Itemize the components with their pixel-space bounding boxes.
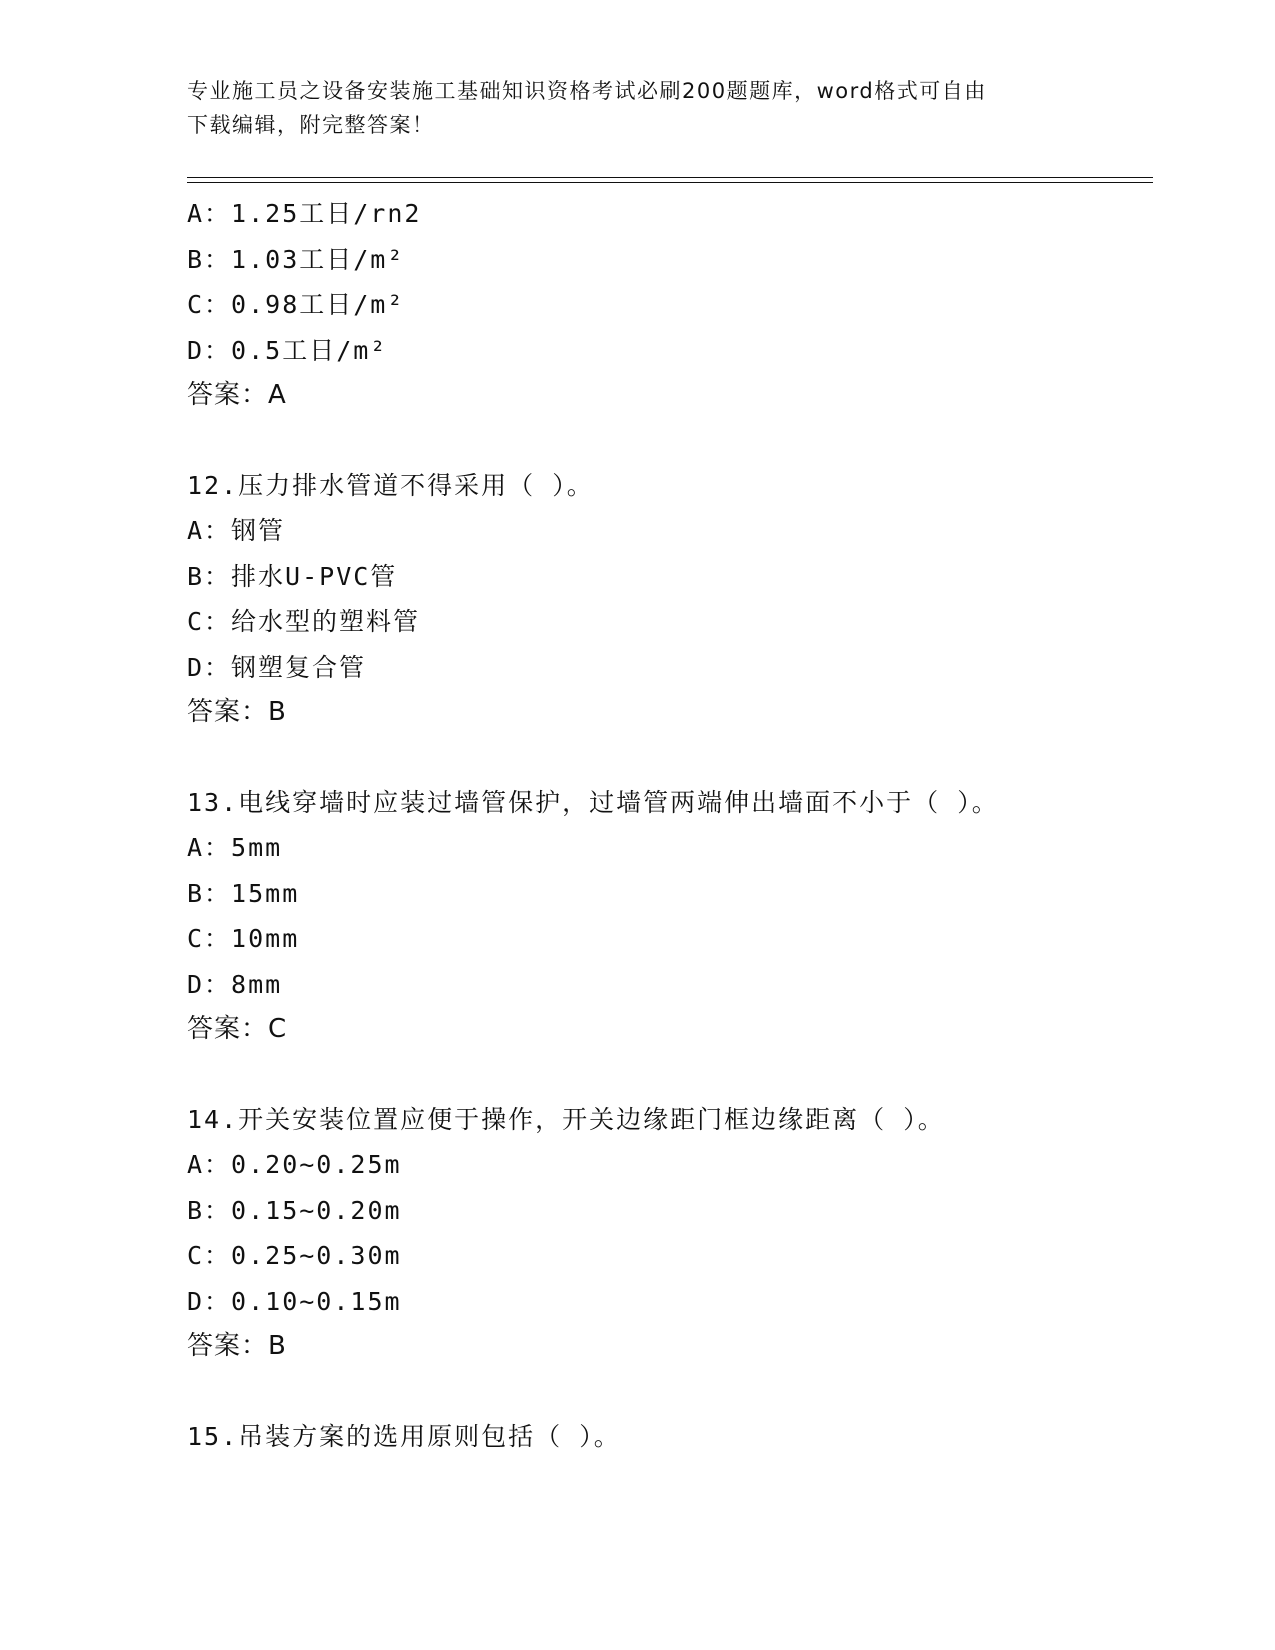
header-title-line-2: 下载编辑，附完整答案！ [187,113,435,137]
header-rule-bottom [187,182,1153,183]
answer-line: 答案：C [187,1014,288,1044]
option-c: C：给水型的塑料管 [187,607,421,636]
option-b: B：排水U-PVC管 [187,561,398,591]
question-list [187,191,1147,1459]
question-block-12 [187,463,1147,736]
option-d: D：0.10~0.15m [187,1286,402,1316]
question-text: 15.吊装方案的选用原则包括（ ）。 [187,1421,621,1451]
option-d: D：8mm [187,969,283,999]
question-text: 14.开关安装位置应便于操作，开关边缘距门框边缘距离（ ）。 [187,1104,945,1134]
option-a: A：0.20~0.25m [187,1150,402,1179]
document-header [187,74,1087,142]
answer-line: 答案：B [187,697,287,727]
header-title-line-1: 专业施工员之设备安装施工基础知识资格考试必刷200题题库，word格式可自由 [187,79,987,103]
option-d: D：0.5工日/m² [187,335,388,365]
option-d: D：钢塑复合管 [187,652,367,682]
option-c: C：0.98工日/m² [187,290,405,319]
option-c: C：10mm [187,924,300,953]
question-text: 13.电线穿墙时应装过墙管保护，过墙管两端伸出墙面不小于（ ）。 [187,787,999,817]
question-block-15 [187,1414,1147,1460]
option-b: B：15mm [187,878,300,908]
option-a: A：钢管 [187,516,286,545]
option-a: A：1.25工日/rn2 [187,199,422,228]
header-rule-top [187,177,1153,178]
answer-line: 答案：B [187,1331,287,1361]
question-block-11 [187,191,1147,419]
question-text: 12.压力排水管道不得采用（ ）。 [187,470,594,500]
question-block-13 [187,780,1147,1053]
option-a: A：5mm [187,833,283,862]
option-c: C：0.25~0.30m [187,1241,402,1270]
question-block-14 [187,1097,1147,1370]
option-b: B：1.03工日/m² [187,244,405,274]
answer-line: 答案：A [187,380,287,410]
option-b: B：0.15~0.20m [187,1195,402,1225]
